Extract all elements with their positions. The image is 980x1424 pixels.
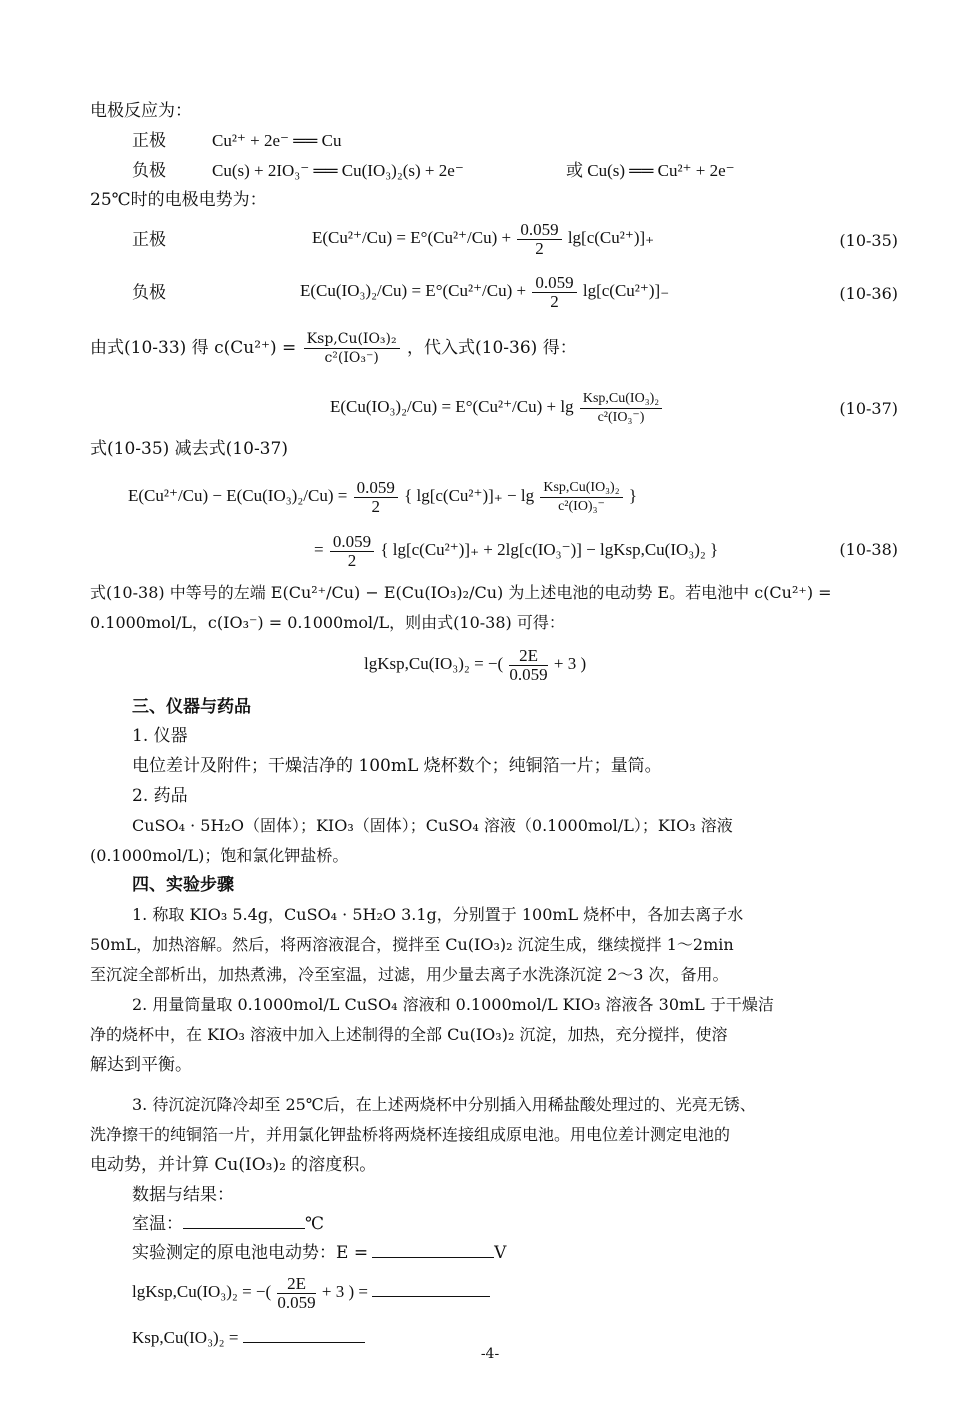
positive-label: 正极 <box>132 131 166 151</box>
lgK-frac-num: 2E <box>509 647 547 666</box>
step2-line3: 解达到平衡。 <box>90 1055 192 1075</box>
eq35-frac-num: 0.059 <box>517 221 561 240</box>
eq38a-end: } <box>628 486 638 505</box>
eq36-fraction <box>532 274 576 311</box>
eq36-number: (10-36) <box>839 284 898 303</box>
result-lgK-row <box>132 1270 490 1314</box>
eq35-label: 正极 <box>132 230 166 250</box>
result-lgK-rhs: + 3 ) = <box>321 1282 368 1301</box>
eq36-rhs: lg[c(Cu²⁺)]₋ <box>582 281 670 300</box>
lgK-formula <box>364 642 586 686</box>
eq38-line2 <box>314 528 718 572</box>
positive-reaction: Cu²⁺ + 2e⁻ ══ Cu <box>212 131 342 150</box>
eq38-number: (10-38) <box>839 540 898 559</box>
eq37-fraction <box>580 390 662 427</box>
lgK-rhs: + 3 ) <box>553 654 587 673</box>
section3-item2: 2. 药品 <box>132 786 188 806</box>
step1-line2: 50mL，加热溶解。然后，将两溶液混合，搅拌至 Cu(IO₃)₂ 沉淀生成，继续搅拌 1～2min <box>90 935 734 954</box>
eq37-lhs: E(Cu(IO₃)₂/Cu) = E°(Cu²⁺/Cu) + lg <box>330 397 574 416</box>
eq36-frac-num: 0.059 <box>532 274 576 293</box>
lgK-lhs: lgKsp,Cu(IO₃)₂ = −( <box>364 654 504 673</box>
eq35-frac-den: 2 <box>535 238 544 258</box>
step1-line1: 1. 称取 KIO₃ 5.4g，CuSO₄ · 5H₂O 3.1g，分别置于 100mL 烧杯中，各加去离子水 <box>132 905 744 924</box>
step3-line3: 电动势，并计算 Cu(IO₃)₂ 的溶度积。 <box>90 1155 377 1175</box>
data-results-title: 数据与结果： <box>132 1185 234 1205</box>
potential-intro: 25℃时的电极电势为： <box>90 190 267 210</box>
eq37 <box>330 385 664 429</box>
eq38a-frac2 <box>540 479 622 516</box>
eq36-label: 负极 <box>132 283 166 303</box>
eq35-rhs: lg[c(Cu²⁺)]₊ <box>567 228 655 247</box>
eq38a-frac2-num: Ksp,Cu(IO₃)₂ <box>540 479 622 498</box>
room-temp-row <box>132 1212 324 1235</box>
section3-item2-line2: (0.1000mol/L)；饱和氯化钾盐桥。 <box>90 846 349 865</box>
from33-line <box>90 328 577 368</box>
subtract-line: 式(10-35) 减去式(10-37) <box>90 439 288 459</box>
negative-label: 负极 <box>132 161 166 181</box>
eq38a-frac2-den: c²(IO)₃⁻ <box>558 498 605 514</box>
from33-frac-den: c²(IO₃⁻) <box>324 350 379 366</box>
negative-reaction-alt: 或 Cu(s) ══ Cu²⁺ + 2e⁻ <box>566 161 735 180</box>
eq35-fraction <box>517 221 561 258</box>
from33-frac-num: Ksp,Cu(IO₃)₂ <box>304 330 400 349</box>
section3-item1: 1. 仪器 <box>132 726 188 746</box>
section3-item1-text: 电位差计及附件；干燥洁净的 100mL 烧杯数个；纯铜箔一片；量筒。 <box>132 756 662 776</box>
electrode-intro: 电极反应为： <box>90 101 192 121</box>
paragraph-38-line1: 式(10-38) 中等号的左端 E(Cu²⁺/Cu) − E(Cu(IO₃)₂/Cu) 为上述电池的电动势 E。若电池中 c(Cu²⁺) = <box>90 583 832 602</box>
eq38a-frac1 <box>354 479 398 516</box>
result-lgK-lhs: lgKsp,Cu(IO₃)₂ = −( <box>132 1282 272 1301</box>
eq36-lhs: E(Cu(IO₃)₂/Cu) = E°(Cu²⁺/Cu) + <box>300 281 527 300</box>
step2-line1: 2. 用量筒量取 0.1000mol/L CuSO₄ 溶液和 0.1000mol/L KIO₃ 溶液各 30mL 于干燥洁 <box>132 995 774 1014</box>
page-number: -4- <box>480 1346 500 1362</box>
lgK-frac-den: 0.059 <box>509 664 548 684</box>
paragraph-38-line2: 0.1000mol/L，c(IO₃⁻) = 0.1000mol/L，则由式(10-38) 可得： <box>90 613 565 632</box>
eq35 <box>312 218 654 258</box>
section3-title: 三、仪器与药品 <box>132 697 251 717</box>
eq37-frac-den: c²(IO₃⁻) <box>597 409 645 425</box>
eq38b-lhs: = <box>314 540 324 559</box>
step3-line2: 洗净擦干的纯铜箔一片，并用氯化钾盐桥将两烧杯连接组成原电池。用电位差计测定电池的 <box>90 1125 731 1144</box>
result-lgK-blank[interactable] <box>372 1280 490 1297</box>
step3-line1: 3. 待沉淀沉降冷却至 25℃后，在上述两烧杯中分别插入用稀盐酸处理过的、光亮无锈、 <box>132 1095 756 1114</box>
eq37-frac-num: Ksp,Cu(IO₃)₂ <box>580 390 662 409</box>
lgK-fraction <box>509 647 547 684</box>
eq38-line1 <box>128 474 637 518</box>
eq38a-mid: { lg[c(Cu²⁺)]₊ − lg <box>404 486 535 505</box>
from33-fraction <box>304 330 400 367</box>
step1-line3: 至沉淀全部析出，加热煮沸，冷至室温，过滤，用少量去离子水洗涤沉淀 2～3 次，备用。 <box>90 965 729 984</box>
room-temp-label: 室温： <box>132 1214 183 1234</box>
eq38b-frac <box>330 533 374 570</box>
step2-line2: 净的烧杯中，在 KIO₃ 溶液中加入上述制得的全部 Cu(IO₃)₂ 沉淀，加热，充分搅拌，使溶 <box>90 1025 728 1044</box>
emf-unit: V <box>494 1243 507 1263</box>
eq36-frac-den: 2 <box>550 291 559 311</box>
result-K-lhs: Ksp,Cu(IO₃)₂ = <box>132 1328 239 1347</box>
result-K-blank[interactable] <box>243 1326 365 1343</box>
section3-item2-line1: CuSO₄ · 5H₂O（固体）；KIO₃（固体）；CuSO₄ 溶液（0.1000mol/L）；KIO₃ 溶液 <box>132 816 733 835</box>
eq38b-frac-den: 2 <box>347 550 357 570</box>
eq38a-frac1-num: 0.059 <box>354 479 398 498</box>
room-temp-blank[interactable] <box>183 1212 305 1229</box>
section4-title: 四、实验步骤 <box>132 875 234 895</box>
eq35-number: (10-35) <box>839 231 898 250</box>
result-lgK-fraction <box>277 1275 315 1312</box>
result-lgK-frac-num: 2E <box>277 1275 315 1294</box>
eq36 <box>300 271 669 311</box>
from33-a: 由式(10-33) 得 c(Cu²⁺) = <box>90 338 297 358</box>
room-temp-unit: ℃ <box>305 1214 325 1234</box>
eq37-number: (10-37) <box>839 399 898 418</box>
result-lgK-frac-den: 0.059 <box>277 1292 316 1312</box>
eq38b-rhs: { lg[c(Cu²⁺)]₊ + 2lg[c(IO₃⁻)] − lgKsp,Cu(IO₃)₂ } <box>380 540 719 559</box>
emf-label: 实验测定的原电池电动势：E = <box>132 1243 369 1263</box>
negative-reaction: Cu(s) + 2IO₃⁻ ══ Cu(IO₃)₂(s) + 2e⁻ <box>212 161 464 180</box>
emf-row <box>132 1241 506 1264</box>
emf-blank[interactable] <box>372 1241 494 1258</box>
eq35-lhs: E(Cu²⁺/Cu) = E°(Cu²⁺/Cu) + <box>312 228 512 247</box>
eq38a-frac1-den: 2 <box>371 496 380 516</box>
eq38a-lhs: E(Cu²⁺/Cu) − E(Cu(IO₃)₂/Cu) = <box>128 486 348 505</box>
from33-b: ，代入式(10-36) 得： <box>407 338 577 358</box>
eq38b-frac-num: 0.059 <box>330 533 374 552</box>
